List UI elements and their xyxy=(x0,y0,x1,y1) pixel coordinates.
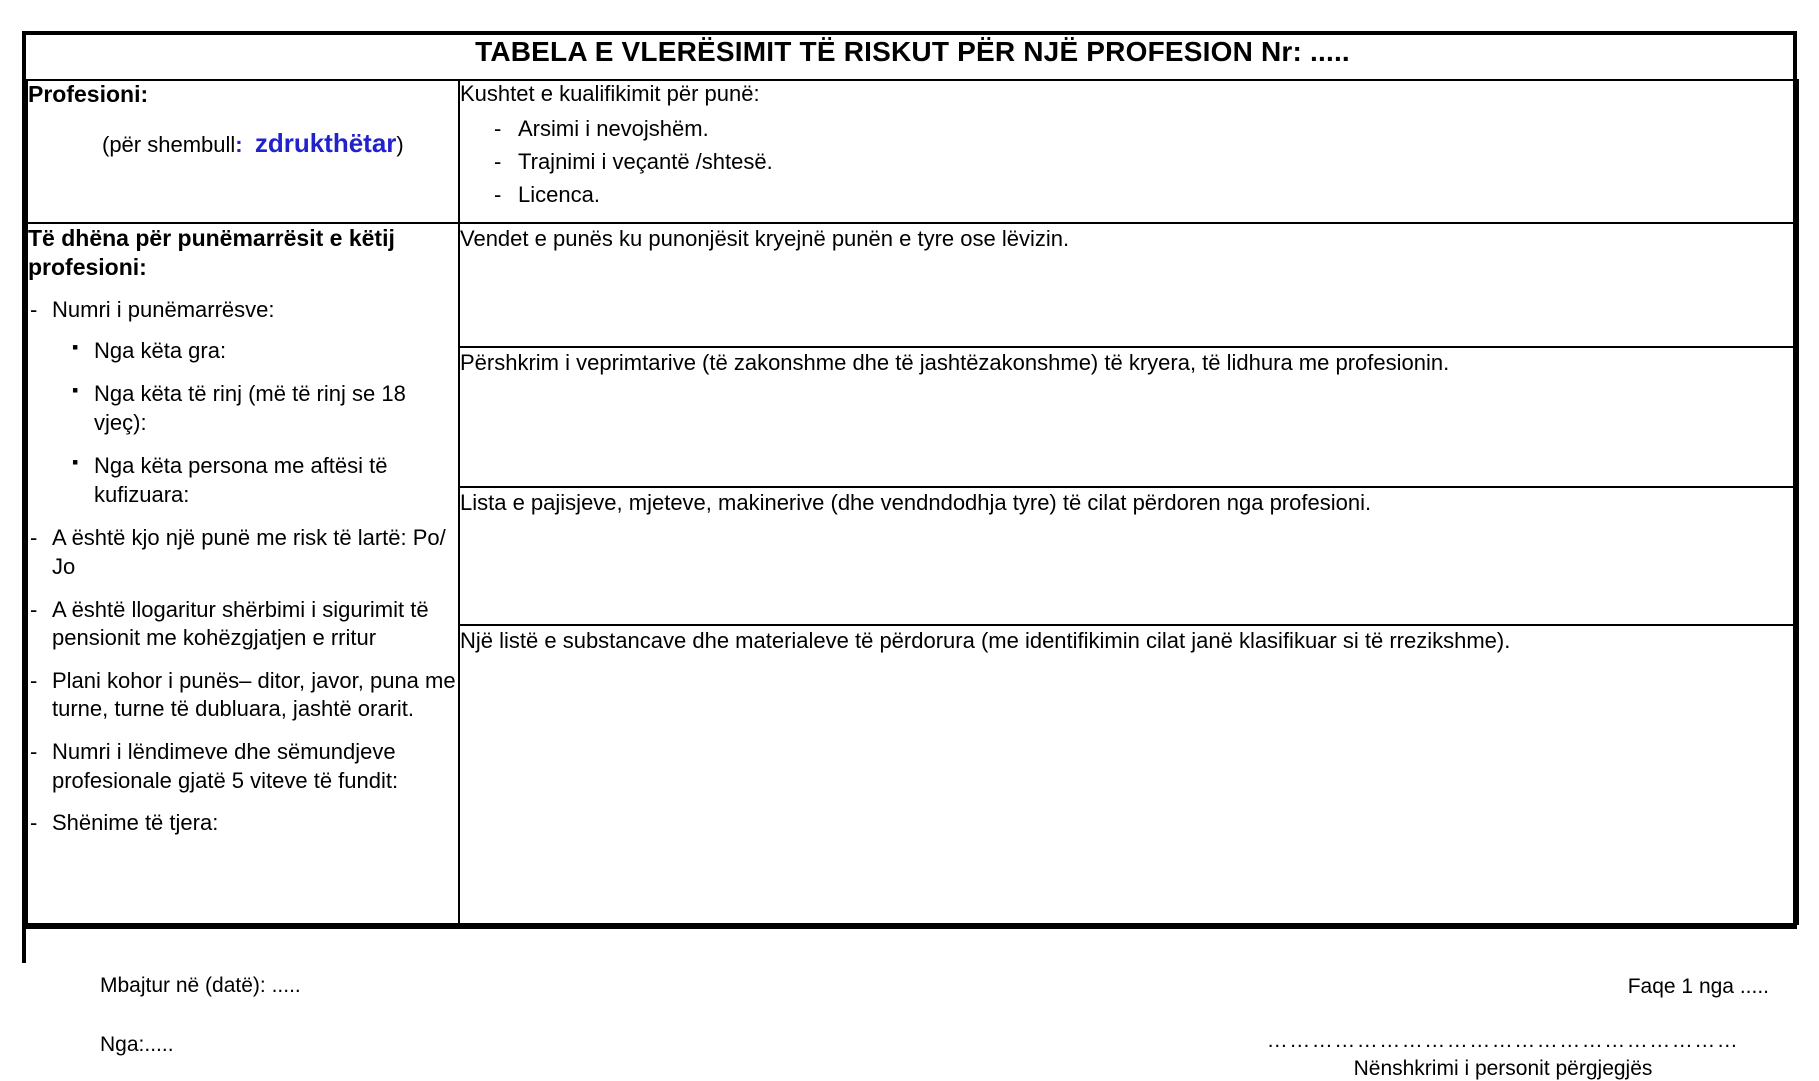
profession-example-prefix: (për shembull xyxy=(102,132,236,158)
employee-data-heading: Të dhëna për punëmarrësit e këtij profesioni: xyxy=(28,225,395,281)
profession-cell xyxy=(27,80,459,223)
profession-example-suffix: ) xyxy=(396,132,404,158)
profession-example-value: zdrukthëtar xyxy=(254,128,397,159)
activities-text: Përshkrim i veprimtarive (të zakonshme dhe të jashtëzakonshme) të kryera, të lidhura me profesionin. xyxy=(460,350,1450,376)
qualification-list xyxy=(460,113,1797,211)
list-item: - Arsimi i nevojshëm. xyxy=(494,113,1797,146)
footer-from: Nga:..... xyxy=(100,1033,174,1056)
substances-cell xyxy=(459,625,1798,924)
list-item: ▪ Nga këta gra: xyxy=(72,337,458,366)
footer-held-on: Mbajtur në (datë): ..... xyxy=(100,974,301,997)
employee-data-list xyxy=(28,296,458,838)
activities-cell xyxy=(459,347,1798,487)
table-row-profession xyxy=(27,80,1798,223)
signature-line: ……………………………………………………… xyxy=(1266,1030,1740,1051)
list-item: - Shënime të tjera: xyxy=(28,809,458,838)
workplaces-text: Vendet e punës ku punonjësit kryejnë punën e tyre ose lëvizin. xyxy=(460,226,1070,252)
list-item: - A është llogaritur shërbimi i sigurimit të pensionit me kohëzgjatjen e rritur xyxy=(28,596,458,653)
profession-example-colon: : xyxy=(235,132,243,158)
list-item xyxy=(28,296,458,510)
list-item: - Licenca. xyxy=(494,179,1797,212)
list-item-label: Numri i punëmarrësve: xyxy=(52,296,275,322)
profession-label: Profesioni: xyxy=(28,81,149,108)
workplaces-cell xyxy=(459,223,1798,347)
employee-data-sublist xyxy=(52,337,458,510)
equipment-cell xyxy=(459,487,1798,625)
list-item: - Plani kohor i punës– ditor, javor, puna me turne, turne të dubluara, jashtë orarit. xyxy=(28,667,458,724)
qualification-title: Kushtet e kualifikimit për punë: xyxy=(460,81,760,107)
footer-page-number: Faqe 1 nga ..... xyxy=(1627,975,1769,998)
list-item: ▪ Nga këta persona me aftësi të kufizuara: xyxy=(72,452,458,509)
list-item: - Trajnimi i veçantë /shtesë. xyxy=(494,146,1797,179)
table-row-workplaces xyxy=(27,223,1798,347)
profession-example xyxy=(102,128,458,159)
footer-left-block xyxy=(100,975,301,1055)
list-item: - Numri i lëndimeve dhe sëmundjeve profesionale gjatë 5 viteve të fundit: xyxy=(28,738,458,795)
equipment-text: Lista e pajisjeve, mjeteve, makinerive (dhe vendndodhja tyre) të cilat përdoren nga profesioni. xyxy=(460,490,1372,516)
list-item: - A është kjo një punë me risk të lartë: Po/ Jo xyxy=(28,524,458,581)
page-title: TABELA E VLERËSIMIT TË RISKUT PËR NJË PROFESION Nr: ..... xyxy=(475,36,1350,67)
signature-caption: Nënshkrimi i personit përgjegjës xyxy=(1353,1057,1653,1080)
substances-text: Një listë e substancave dhe materialeve të përdorura (me identifikimin cilat janë klasifikuar si të rrezikshme). xyxy=(460,628,1511,654)
title-cell xyxy=(27,35,1798,80)
table-left-edge-extension xyxy=(22,925,26,963)
qualification-cell xyxy=(459,80,1798,223)
page-footer xyxy=(0,974,1819,1080)
table-row-title xyxy=(27,35,1798,80)
signature-block xyxy=(1253,1030,1753,1081)
list-item: ▪ Nga këta të rinj (më të rinj se 18 vjeç): xyxy=(72,380,458,437)
employee-data-cell xyxy=(27,223,459,924)
risk-assessment-table xyxy=(22,31,1797,929)
